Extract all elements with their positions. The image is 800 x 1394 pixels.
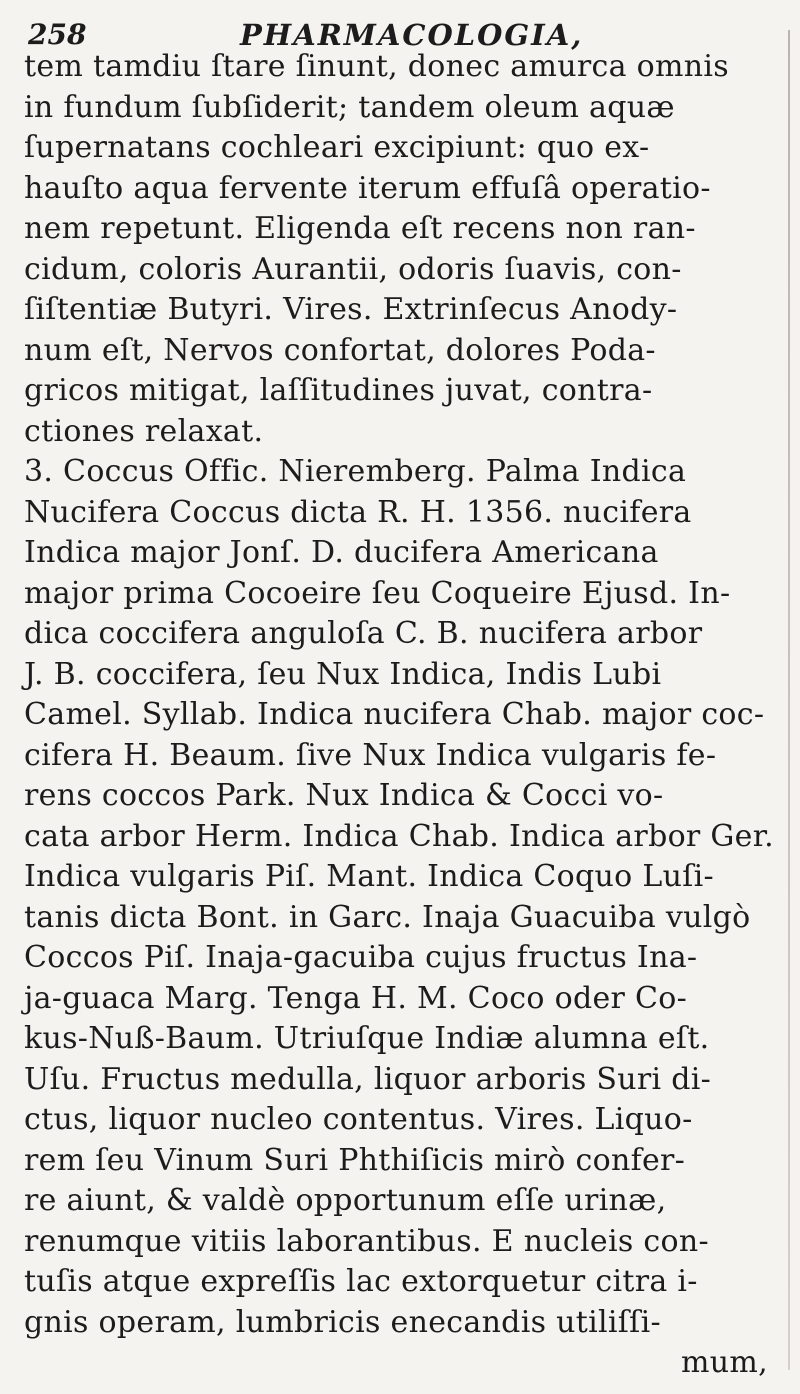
text-line: nem repetunt. Eligenda eſt recens non ran-	[24, 211, 696, 246]
text-line: gricos mitigat, laſſitudines juvat, contra-	[24, 373, 653, 408]
text-line: J. B. coccifera, ſeu Nux Indica, Indis Lubi	[24, 656, 662, 692]
text-line: tuſis atque expreſſis lac extorquetur citra i-	[24, 1264, 698, 1299]
body-text	[24, 47, 782, 1384]
page-edge	[788, 30, 790, 1370]
text-line: major prima Cocoeire ſeu Coqueire Ejusd. In-	[24, 575, 731, 611]
text-line: hauſto aqua fervente iterum effuſâ operatio-	[24, 170, 711, 206]
text-line: Indica vulgaris Piſ. Mant. Indica Coquo Luſi-	[24, 859, 714, 894]
text-line: Nucifera Coccus dicta R. H. 1356. nucifera	[24, 494, 692, 530]
text-line: in fundum ſubſiderit; tandem oleum aquæ	[24, 89, 675, 125]
text-line: rens coccos Park. Nux Indica & Cocci vo-	[24, 778, 664, 813]
text-line: Uſu. Fructus medulla, liquor arboris Suri di-	[24, 1061, 712, 1097]
text-line: ctiones relaxat.	[24, 413, 264, 449]
text-line: Camel. Syllab. Indica nucifera Chab. major coc-	[24, 697, 765, 732]
text-line: 3. Coccus Offic. Nieremberg. Palma Indica	[24, 454, 687, 489]
text-line: renumque vitiis laborantibus. E nucleis con-	[24, 1223, 709, 1259]
text-line: ja-guaca Marg. Tenga H. M. Coco oder Co-	[24, 980, 688, 1016]
page-number: 258	[28, 18, 87, 51]
text-line: ſupernatans cochleari excipiunt: quo ex-	[24, 130, 650, 165]
text-line: gnis operam, lumbricis enecandis utiliſſi-	[24, 1304, 661, 1340]
text-line: ſiſtentiæ Butyri. Vires. Extrinſecus Anody-	[24, 292, 678, 327]
text-line: num eſt, Nervos confortat, dolores Poda-	[24, 332, 656, 368]
text-line: Indica major Jonſ. D. ducifera Americana	[24, 535, 659, 570]
text-line: cifera H. Beaum. ſive Nux Indica vulgaris fe-	[24, 737, 717, 773]
text-line: tem tamdiu ſtare ſinunt, donec amurca omnis	[24, 49, 729, 84]
catchword: mum,	[681, 1345, 768, 1380]
text-line: cidum, coloris Aurantii, odoris ſuavis, con-	[24, 251, 682, 287]
running-head: PHARMACOLOGIA,	[240, 18, 584, 52]
text-line: cata arbor Herm. Indica Chab. Indica arbor Ger.	[24, 818, 774, 854]
text-line: rem ſeu Vinum Suri Phthiſicis mirò confer-	[24, 1142, 686, 1178]
text-line: Coccos Piſ. Inaja-gacuiba cujus fructus Ina-	[24, 940, 698, 975]
text-line: re aiunt, & valdè opportunum eſſe urinæ,	[24, 1183, 667, 1218]
text-line: ctus, liquor nucleo contentus. Vires. Liquo-	[24, 1102, 693, 1137]
text-line: dica coccifera anguloſa C. B. nucifera arbor	[24, 616, 703, 651]
text-line: tanis dicta Bont. in Garc. Inaja Guacuiba vulgò	[24, 899, 751, 935]
text-line: kus-Nuß-Baum. Utriuſque Indiæ alumna eſt.	[24, 1021, 710, 1056]
